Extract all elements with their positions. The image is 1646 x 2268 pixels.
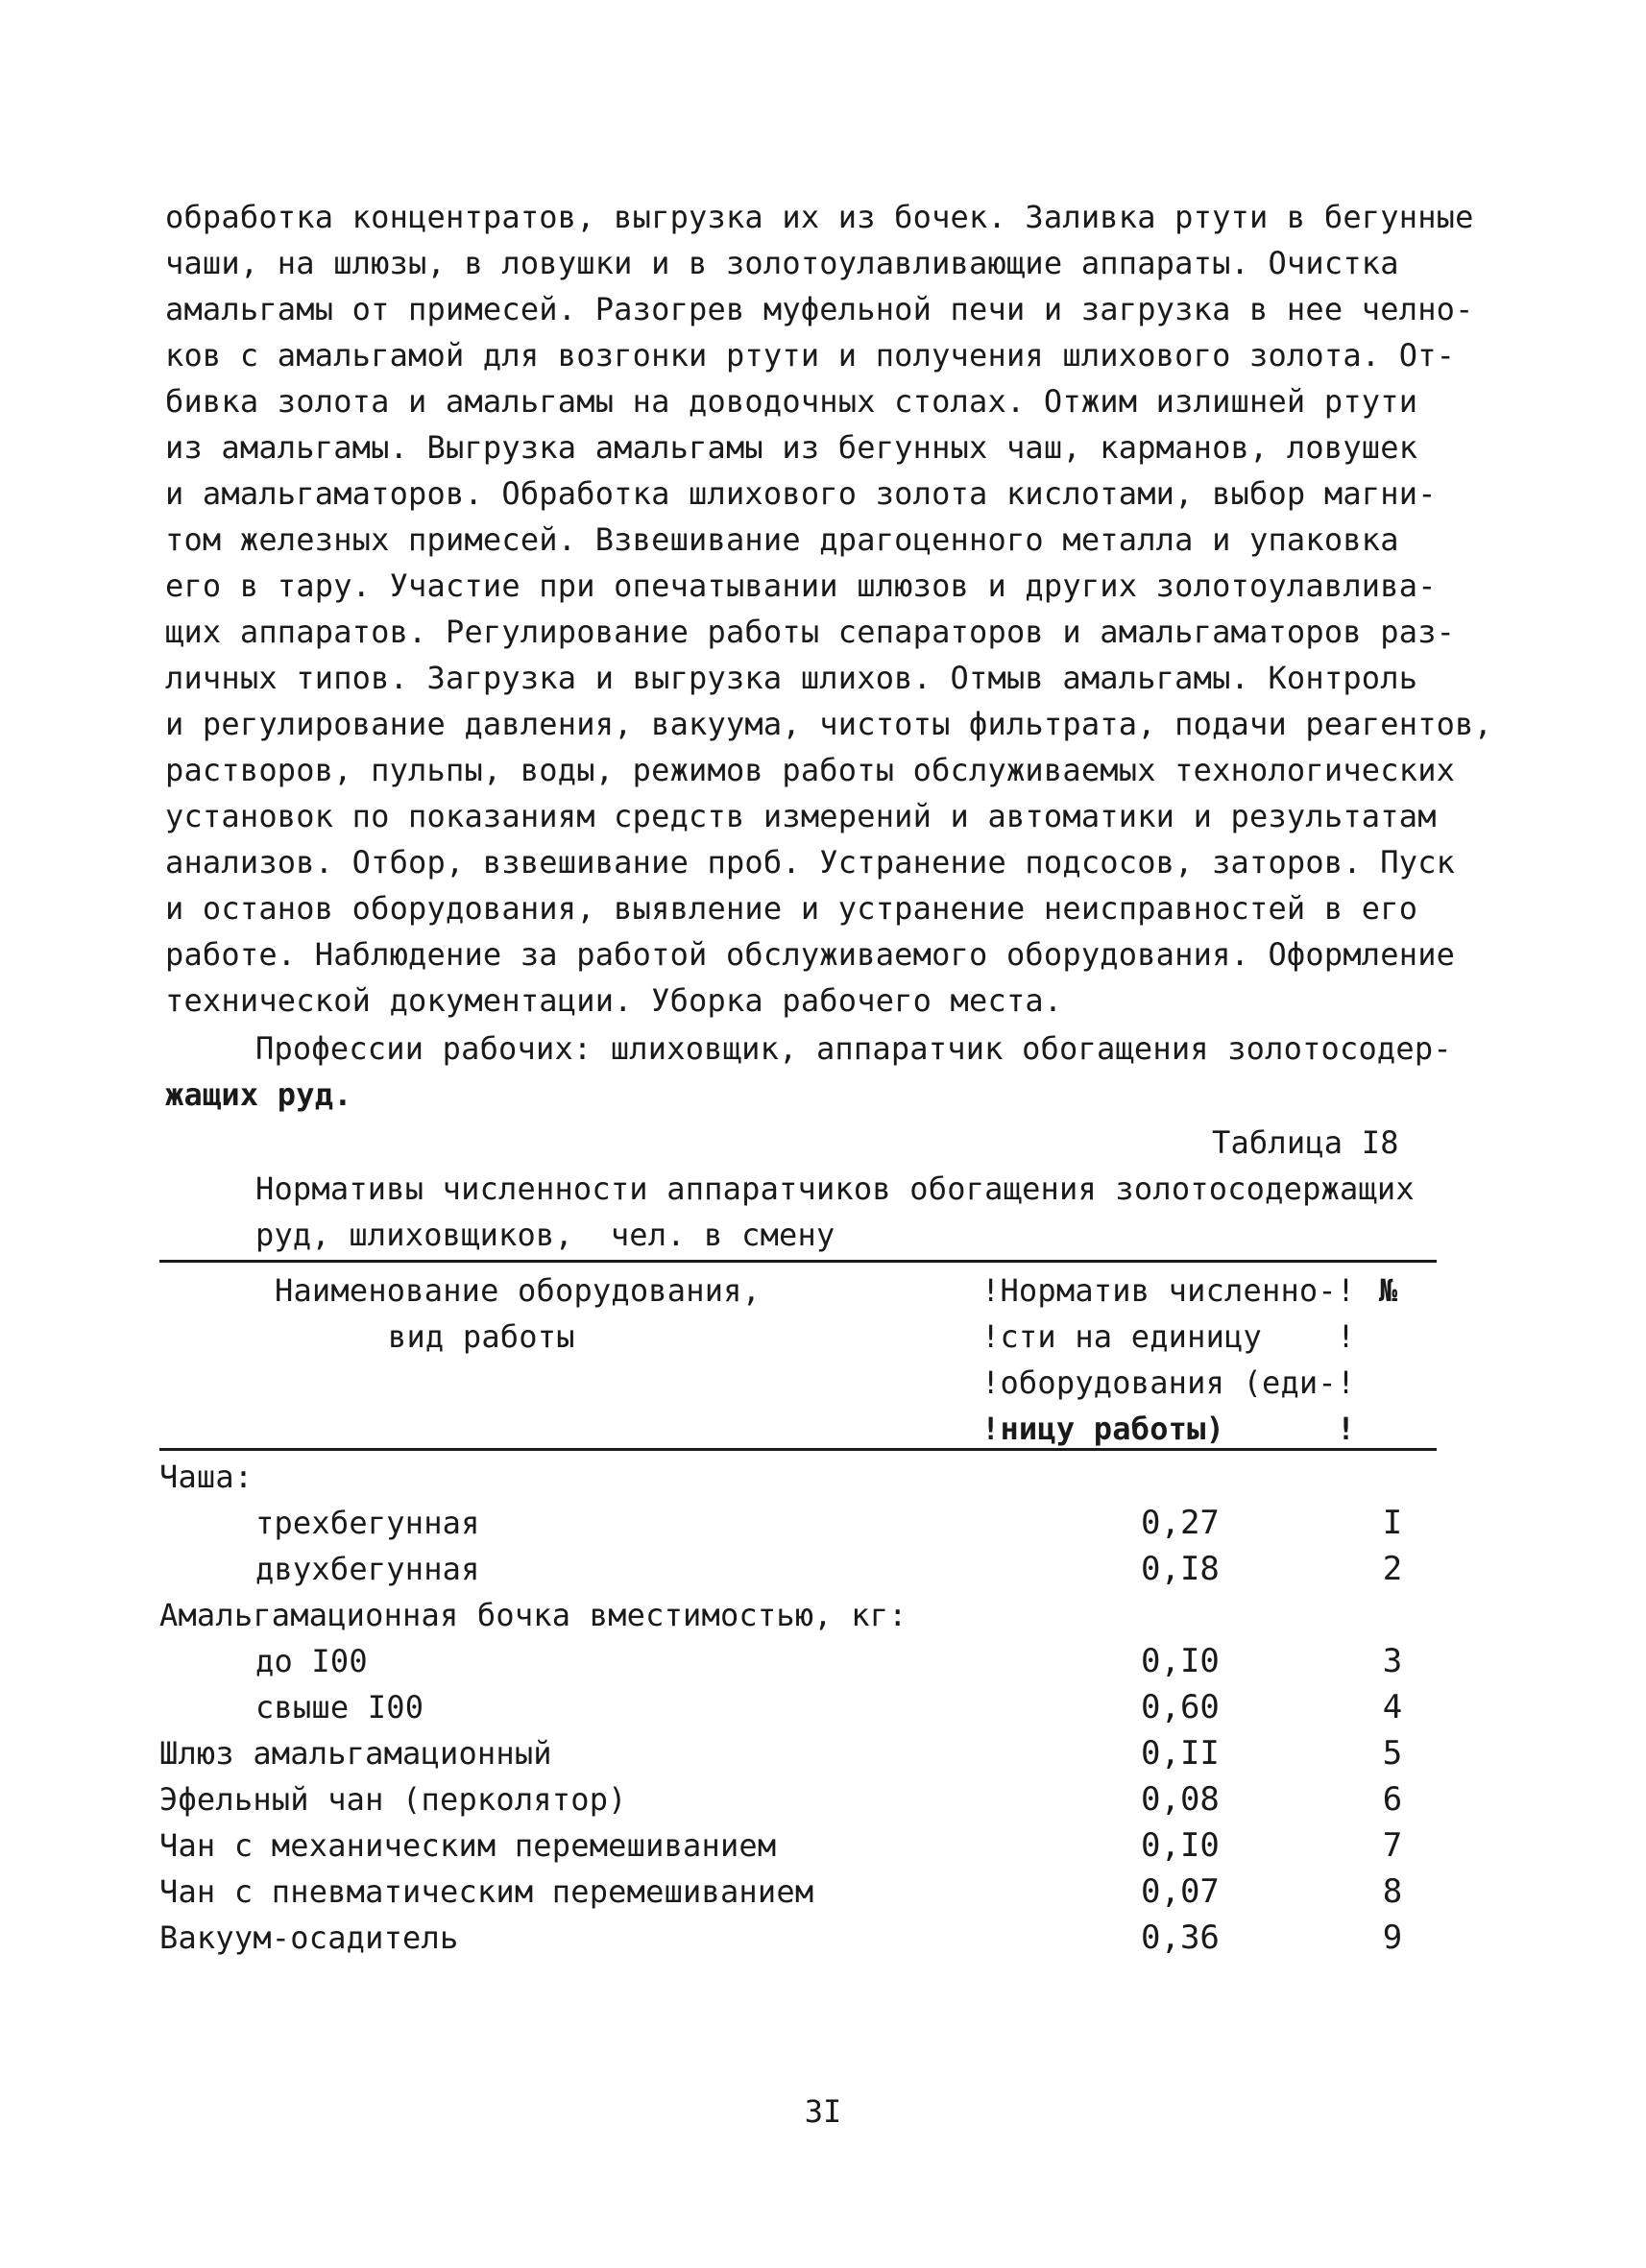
table-row-name: Вакуум-осадитель: [159, 1919, 459, 1956]
header-name: Наименование оборудования,: [275, 1272, 762, 1309]
body-line: чаши, на шлюзы, в ловушки и в золотоулавливающие аппараты. Очистка: [165, 245, 1399, 281]
table-row-name: Амальгамационная бочка вместимостью, кг:: [159, 1597, 908, 1633]
table-row-name: Чаша:: [159, 1459, 254, 1495]
table-row-number: I: [1382, 1504, 1403, 1542]
table-row-name: двухбегунная: [255, 1551, 480, 1587]
body-line: ков с амальгамой для возгонки ртути и получения шлихового золота. От-: [165, 337, 1456, 374]
header-norm: !сти на единицу !: [981, 1318, 1356, 1355]
professions-line: Профессии рабочих: шлиховщик, аппаратчик обогащения золотосодер-: [255, 1030, 1452, 1067]
table-label: Таблица I8: [1212, 1124, 1399, 1161]
table-row-value: 0,60: [1141, 1688, 1220, 1726]
body-line: и останов оборудования, выявление и устранение неисправностей в его: [165, 890, 1418, 927]
body-line: амальгамы от примесей. Разогрев муфельной печи и загрузка в нее челно-: [165, 291, 1474, 327]
table-row-number: 6: [1382, 1780, 1403, 1819]
body-line: из амальгамы. Выгрузка амальгамы из бегунных чаш, карманов, ловушек: [165, 429, 1418, 466]
table-row-number: 9: [1382, 1918, 1403, 1957]
table-row-number: 8: [1382, 1872, 1403, 1911]
table-row-name: свыше I00: [255, 1689, 424, 1725]
table-row-value: 0,I8: [1141, 1550, 1220, 1588]
table-row-value: 0,I0: [1141, 1642, 1220, 1680]
table-row-name: Чан с механическим перемешиванием: [159, 1827, 777, 1864]
table-row-value: 0,I0: [1141, 1826, 1220, 1865]
table-header-rule: [159, 1448, 1437, 1451]
body-line: личных типов. Загрузка и выгрузка шлихов. Отмыв амальгамы. Контроль: [165, 660, 1418, 696]
header-norm: !Норматив численно-!: [981, 1272, 1356, 1309]
body-line: технической документации. Уборка рабочего места.: [165, 982, 1063, 1019]
body-line: щих аппаратов. Регулирование работы сепараторов и амальгаматоров раз-: [165, 614, 1456, 650]
table-row-number: 7: [1382, 1826, 1403, 1865]
header-norm: !оборудования (еди-!: [981, 1364, 1356, 1401]
table-row-name: Чан с пневматическим перемешиванием: [159, 1873, 814, 1910]
table-row-number: 2: [1382, 1550, 1403, 1588]
body-line: и амальгаматоров. Обработка шлихового золота кислотами, выбор магни-: [165, 475, 1437, 512]
page-number: 3I: [804, 2093, 842, 2130]
table-row-name: Эфельный чан (перколятор): [159, 1781, 627, 1818]
table-row-number: 5: [1382, 1734, 1403, 1773]
body-line: анализов. Отбор, взвешивание проб. Устранение подсосов, заторов. Пуск: [165, 844, 1456, 881]
table-row-name: трехбегунная: [255, 1505, 480, 1541]
table-row-value: 0,07: [1141, 1872, 1220, 1911]
body-line: растворов, пульпы, воды, режимов работы обслуживаемых технологических: [165, 752, 1456, 788]
body-line: работе. Наблюдение за работой обслуживаемого оборудования. Оформление: [165, 936, 1456, 973]
table-top-rule: [159, 1260, 1437, 1263]
table-row-value: 0,27: [1141, 1504, 1220, 1542]
body-line: бивка золота и амальгамы на доводочных столах. Отжим излишней ртути: [165, 383, 1418, 420]
body-line: обработка концентратов, выгрузка их из бочек. Заливка ртути в бегунные: [165, 199, 1474, 235]
table-caption: руд, шлиховщиков, чел. в смену: [255, 1217, 835, 1253]
professions-line: жащих руд.: [165, 1076, 352, 1113]
body-line: его в тару. Участие при опечатывании шлюзов и других золотоулавлива-: [165, 567, 1437, 604]
body-line: и регулирование давления, вакуума, чистоты фильтрата, подачи реагентов,: [165, 706, 1493, 742]
table-row-value: 0,II: [1141, 1734, 1220, 1773]
header-name: вид работы: [388, 1318, 575, 1355]
table-row-value: 0,36: [1141, 1918, 1220, 1957]
table-row-number: 3: [1382, 1642, 1403, 1680]
table-caption: Нормативы численности аппаратчиков обогащения золотосодержащих: [255, 1170, 1415, 1207]
table-row-name: Шлюз амальгамационный: [159, 1735, 552, 1772]
table-row-value: 0,08: [1141, 1780, 1220, 1819]
body-line: том железных примесей. Взвешивание драгоценного металла и упаковка: [165, 521, 1399, 558]
table-row-number: 4: [1382, 1688, 1403, 1726]
header-number: №: [1379, 1272, 1398, 1309]
table-row-name: до I00: [255, 1643, 368, 1679]
body-line: установок по показаниям средств измерений и автоматики и результатам: [165, 798, 1437, 834]
header-norm: !ницу работы) !: [981, 1411, 1356, 1447]
